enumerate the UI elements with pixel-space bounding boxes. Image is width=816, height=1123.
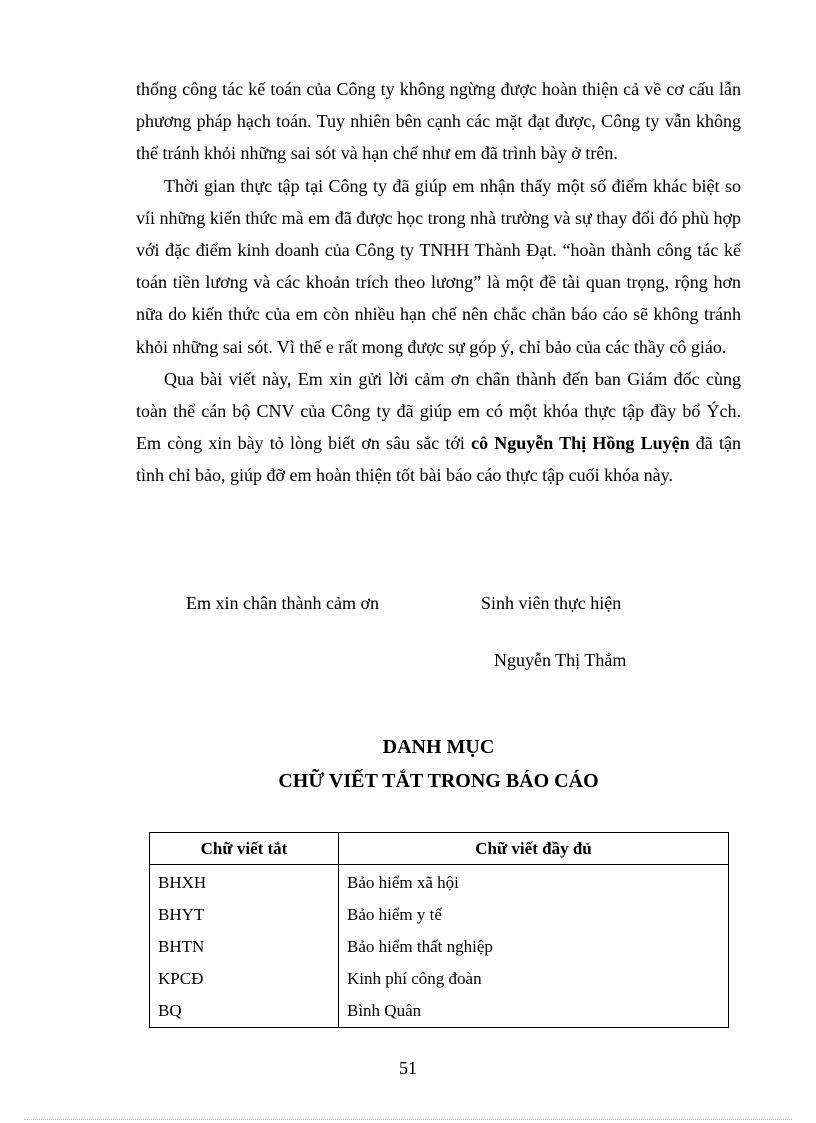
signature-name: Nguyễn Thị Thắm <box>494 650 627 670</box>
table-row <box>150 963 729 995</box>
paragraph-3-text: Qua bài viết này, Em xin gửi lời cảm ơn chân thành đến ban Giám đốc cùng toàn thể cán bộ CNV của Công ty đã giúp em có một khóa thực tập đầy bổ Ých. Em còng xin bày tỏ lòng biết ơn sâu sắc tới <box>136 368 741 454</box>
signature-role: Sinh viên thực hiện <box>481 593 622 613</box>
section-subtitle: CHỮ VIẾT TẮT TRONG BÁO CÁO <box>278 770 599 792</box>
header-abbreviation: Chữ viết tắt <box>150 833 339 865</box>
page-bottom-divider <box>24 1119 792 1120</box>
paragraph-2: Thời gian thực tập tại Công ty đã giúp em nhận thấy một số điểm khác biệt so víi những kiến thức mà em đã được học trong nhà trường và sự thay đổi đó phù hợp với đặc điểm kinh doanh của Công ty TNHH Thành Đạt. “hoàn thành công tác kế toán tiền lương và các khoản trích theo lương” là một đề tài quan trọng, rộng hơn nữa do kiến thức của em còn nhiều hạn chế nên chắc chắn báo cáo sẽ không tránh khỏi những sai sót. Vì thế e rất mong được sự góp ý, chỉ bảo của các thầy cô giáo. <box>136 175 741 357</box>
abbreviation-cell: BHXH <box>150 865 339 900</box>
table-row <box>150 995 729 1028</box>
full-form-cell: Bảo hiểm y tế <box>339 899 729 931</box>
full-form-cell: Kinh phí công đoàn <box>339 963 729 995</box>
abbreviation-cell: BQ <box>150 995 339 1028</box>
paragraph-1: thống công tác kế toán của Công ty không ngừng được hoàn thiện cả về cơ cấu lẫn phương pháp hạch toán. Tuy nhiên bên cạnh các mặt đạt được, Công ty vẫn không thể tránh khỏi những sai sót và hạn chế như em đã trình bày ở trên. <box>136 79 741 164</box>
full-form-cell: Bảo hiểm thất nghiệp <box>339 931 729 963</box>
table-row <box>150 865 729 900</box>
abbreviation-cell: BHYT <box>150 899 339 931</box>
table-row <box>150 931 729 963</box>
full-form-cell: Bình Quân <box>339 995 729 1028</box>
advisor-name: cô Nguyễn Thị Hồng Luyện <box>471 433 690 454</box>
abbreviation-table <box>149 832 729 1028</box>
header-full-form: Chữ viết đầy đủ <box>339 833 729 865</box>
paragraph-3-text-end: đã tận tình chỉ bảo, giúp đỡ em hoàn thiện tốt bài báo cáo thực tập cuối khóa này. <box>136 433 741 486</box>
closing-thanks: Em xin chân thành cảm ơn <box>186 593 379 613</box>
paragraph-3 <box>136 363 741 492</box>
abbreviation-cell: BHTN <box>150 931 339 963</box>
page-number: 51 <box>399 1058 417 1078</box>
full-form-cell: Bảo hiểm xã hội <box>339 865 729 900</box>
table-header-row <box>150 833 729 865</box>
abbreviation-cell: KPCĐ <box>150 963 339 995</box>
body-text <box>136 73 741 492</box>
section-title: DANH MỤC <box>382 736 495 758</box>
table-row <box>150 899 729 931</box>
